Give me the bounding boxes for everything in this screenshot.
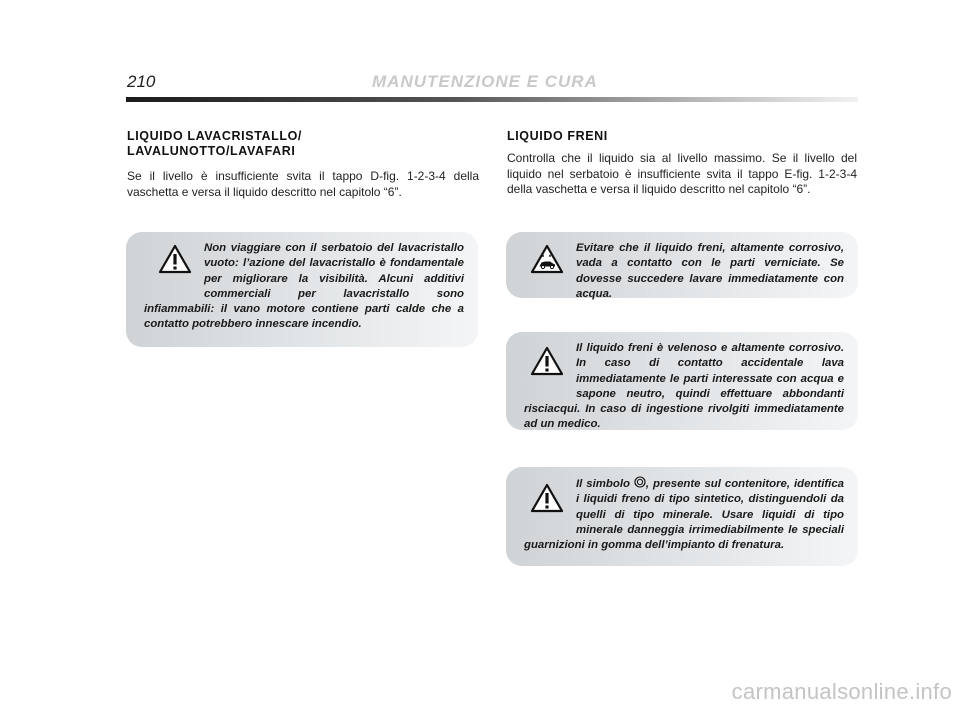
- running-title: MANUTENZIONE E CURA: [372, 72, 598, 91]
- washer-fluid-heading: [127, 129, 487, 159]
- symbol-warning-text-before: Il simbolo: [576, 478, 630, 490]
- brake-fluid-poison-warning-box: [506, 332, 858, 430]
- watermark: carmanualsonline.info: [731, 679, 952, 704]
- warning-triangle-icon: [152, 244, 198, 288]
- brake-fluid-paint-note-box: [506, 232, 858, 298]
- washer-fluid-warning-box: [126, 232, 478, 347]
- brake-fluid-body: Controlla che il liquido sia al livello massimo. Se il livello del liquido nel serbatoio è insufficiente svita il tappo E-fig. 1-2-3-4 della vaschetta e versa il liquido descritto nel capitolo “6”.: [507, 151, 857, 196]
- brake-fluid-paint-note-text: Evitare che il liquido freni, altamente corrosivo, vada a contatto con le parti verniciate. Se dovesse succedere lavare immediatamente con acqua.: [576, 242, 844, 300]
- synthetic-brake-fluid-symbol-icon: [634, 476, 646, 488]
- symbol-warning-text-after: , presente sul contenitore, identifica i liquidi freno di tipo sintetico, distinguendoli da quelli di tipo minerale. Usare liquidi di tipo minerale danneggia irrimediabilmente le speciali guarnizioni in gomma dell’impianto di frenatura.: [524, 478, 844, 552]
- brake-fluid-heading: LIQUIDO FRENI: [507, 129, 608, 143]
- washer-fluid-warning-text: Non viaggiare con il serbatoio del lavacristallo vuoto: l’azione del lavacristallo è fondamentale per migliorare la visibilità. Alcuni additivi commerciali per lavacristallo sono infiammabili: il vano motore contiene parti calde che a contatto potrebbero innescare incendio.: [144, 242, 464, 331]
- brake-fluid-poison-warning-text: Il liquido freni è velenoso e altamente corrosivo. In caso di contatto accidentale lava immediatamente le parti interessate con acqua e sapone neutro, quindi effettuare abbondanti risciacqui. In caso di ingestione rivolgiti immediatamente ad un medico.: [524, 342, 844, 431]
- header-rule: [126, 97, 858, 102]
- warning-triangle-icon: [524, 483, 570, 527]
- washer-fluid-heading-line1: LIQUIDO LAVACRISTALLO/: [127, 129, 302, 143]
- brake-fluid-symbol-warning-text: [524, 476, 844, 553]
- page-number: 210: [127, 72, 156, 91]
- washer-fluid-body: Se il livello è insufficiente svita il tappo D-fig. 1-2-3-4 della vaschetta e versa il liquido descritto nel capitolo “6”.: [127, 169, 479, 199]
- brake-fluid-symbol-warning-box: [506, 467, 858, 566]
- warning-triangle-icon: [524, 346, 570, 390]
- washer-fluid-heading-line2: LAVALUNOTTO/LAVAFARI: [127, 144, 296, 158]
- car-paint-warning-icon: [524, 244, 570, 288]
